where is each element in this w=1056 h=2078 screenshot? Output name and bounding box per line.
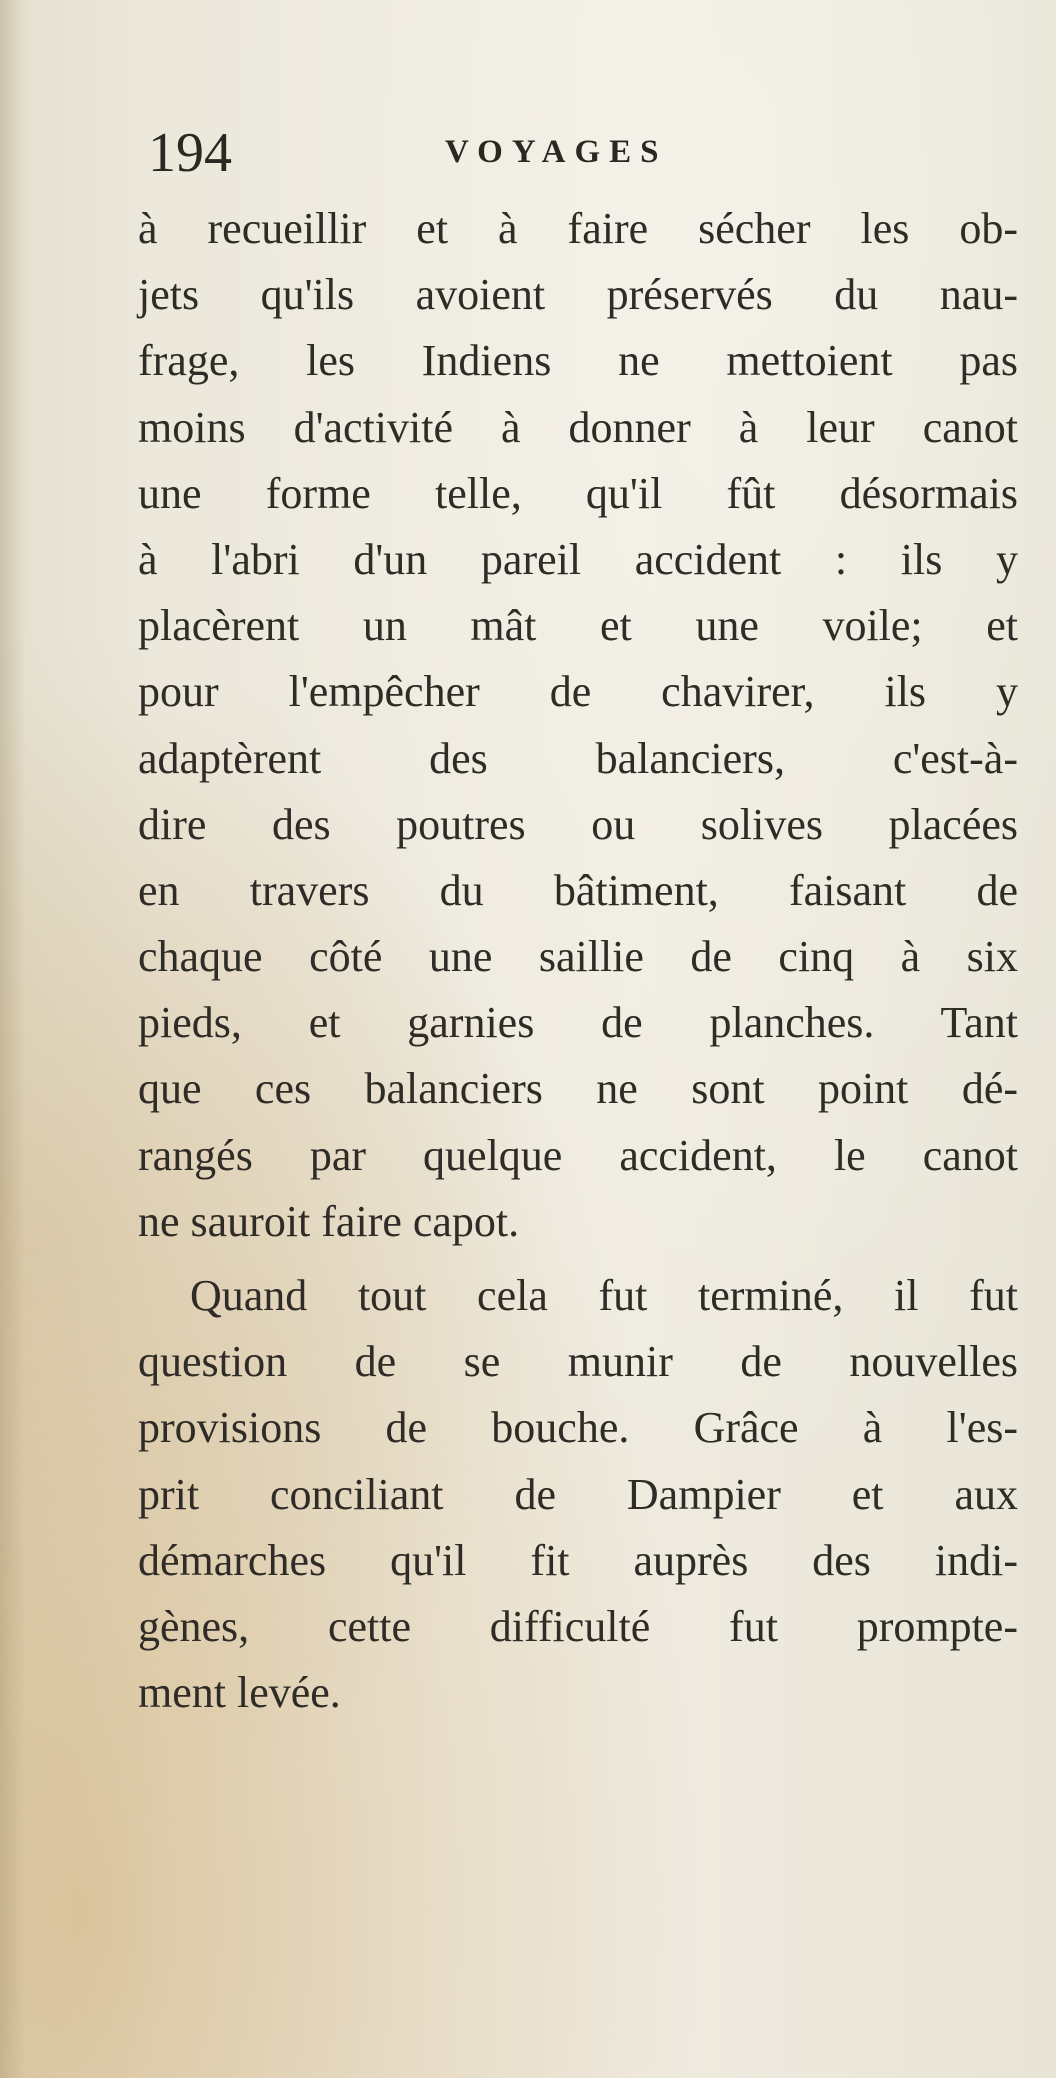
text-line: ment levée. xyxy=(138,1668,341,1718)
text-line: démarches qu'il fit auprès des indi- xyxy=(138,1535,1018,1585)
text-line: dire des poutres ou solives placées xyxy=(138,799,1018,849)
page-header xyxy=(140,118,940,188)
text-line: pour l'empêcher de chavirer, ils y xyxy=(138,667,1018,717)
text-line: rangés par quelque accident, le canot xyxy=(138,1130,1018,1180)
text-line: moins d'activité à donner à leur canot xyxy=(138,402,1018,452)
text-line: question de se munir de nouvelles xyxy=(138,1337,1018,1387)
text-line: chaque côté une saillie de cinq à six xyxy=(138,932,1018,982)
text-line: que ces balanciers ne sont point dé- xyxy=(138,1064,1018,1114)
page-number: 194 xyxy=(148,122,232,184)
paragraph-1 xyxy=(138,196,1018,1255)
body-text xyxy=(138,196,1018,1726)
text-line: en travers du bâtiment, faisant de xyxy=(138,865,1018,915)
text-line: prit conciliant de Dampier et aux xyxy=(138,1469,1018,1519)
text-line: gènes, cette difficulté fut prompte- xyxy=(138,1601,1018,1651)
text-line: à recueillir et à faire sécher les ob- xyxy=(138,204,1018,253)
text-line: frage, les Indiens ne mettoient pas xyxy=(138,336,1018,386)
text-line: une forme telle, qu'il fût désormais xyxy=(138,468,1018,518)
text-line: Quand tout cela fut terminé, il fut xyxy=(190,1271,1018,1320)
text-line: à l'abri d'un pareil accident : ils y xyxy=(138,534,1018,584)
text-line: pieds, et garnies de planches. Tant xyxy=(138,998,1018,1048)
running-head: VOYAGES xyxy=(445,134,668,170)
text-line: adaptèrent des balanciers, c'est-à- xyxy=(138,733,1018,783)
text-line: placèrent un mât et une voile; et xyxy=(138,601,1018,651)
page-edge-shadow xyxy=(0,0,26,2078)
text-line: provisions de bouche. Grâce à l'es- xyxy=(138,1403,1018,1453)
text-line: jets qu'ils avoient préservés du nau- xyxy=(138,270,1018,320)
text-line: ne sauroit faire capot. xyxy=(138,1196,520,1246)
paragraph-2 xyxy=(138,1263,1018,1726)
paragraph-gap xyxy=(138,1255,1018,1263)
